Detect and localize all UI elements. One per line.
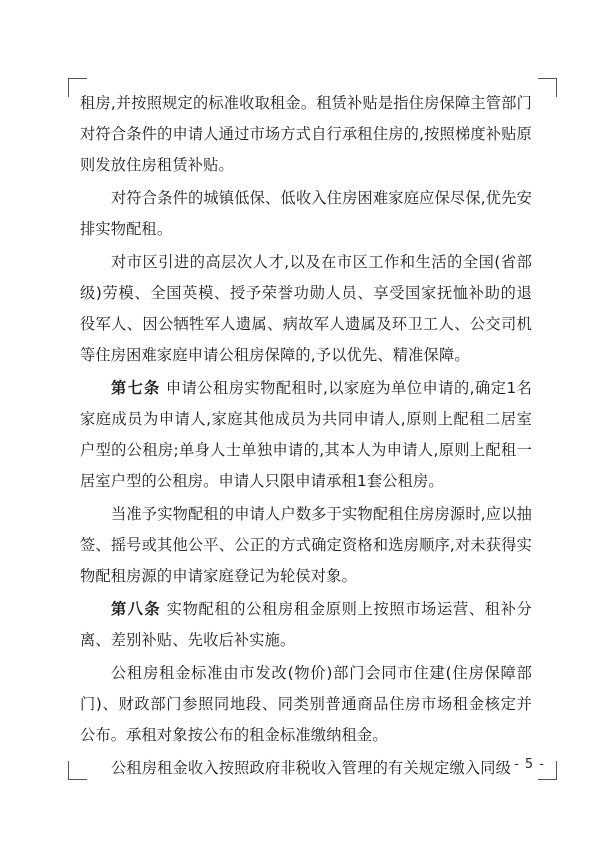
paragraph-text: 申请公租房实物配租时,以家庭为单位申请的,确定1名家庭成员为申请人,家庭其他成员为共同申请人,原则上配租二居室户型的公租房;单身人士单独申请的,其本人为申请人,原则上配租一居室户型的公租房。申请人只限申请承租1套公租房。: [80, 379, 533, 490]
paragraph-text: 对符合条件的城镇低保、低收入住房困难家庭应保尽保,优先安排实物配租。: [80, 189, 532, 238]
paragraph-text: 公租房租金标准由市发改(物价)部门会同市住建(住房保障部门)、财政部门参照同地段、同类别普通商品住房市场租金核定并公布。承租对象按公布的租金标准缴纳租金。: [80, 664, 532, 744]
paragraph-text: 对市区引进的高层次人才,以及在市区工作和生活的全国(省部级)劳模、全国英模、授予荣誉功勋人员、享受国家抚恤补助的退役军人、因公牺牲军人遗属、病故军人遗属及环卫工人、公交司机等住房困难家庭申请公租房保障的,予以优先、精准保障。: [80, 253, 532, 364]
paragraph-text: 公租房租金收入按照政府非税收入管理的有关规定缴入同级: [111, 759, 512, 777]
paragraph-article-7: [80, 373, 532, 497]
paragraph: [80, 499, 532, 592]
article-label: 第七条: [111, 379, 161, 397]
paragraph-article-8: [80, 594, 532, 656]
paragraph: [80, 247, 532, 371]
paragraph-text: 当准予实物配租的申请人户数多于实物配租住房房源时,应以抽签、摇号或其他公平、公正的方式确定资格和选房顺序,对未获得实物配租房源的申请家庭登记为轮侯对象。: [80, 505, 532, 585]
paragraph-text: 实物配租的公租房租金原则上按照市场运营、租补分离、差别补贴、先收后补实施。: [80, 600, 532, 649]
paragraph: [80, 658, 532, 751]
page-number: - 5 -: [514, 757, 545, 772]
article-label: 第八条: [111, 600, 162, 618]
document-body: [80, 88, 532, 786]
crop-mark-top-right: [538, 78, 557, 97]
paragraph-text: 租房,并按照规定的标准收取租金。租赁补贴是指住房保障主管部门对符合条件的申请人通过市场方式自行承租住房的,按照梯度补贴原则发放住房租赁补贴。: [80, 94, 532, 174]
paragraph: [80, 753, 532, 784]
paragraph: [80, 183, 532, 245]
paragraph: [80, 88, 532, 181]
